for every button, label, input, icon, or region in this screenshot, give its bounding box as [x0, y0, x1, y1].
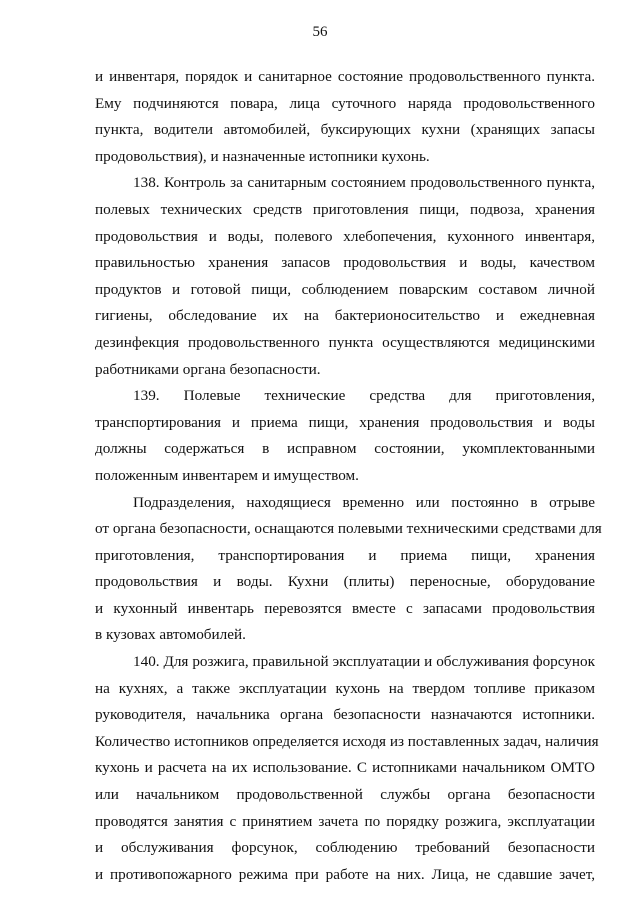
text-line: продовольствия и воды, полевого хлебопечения, кухонного инвентаря,	[95, 227, 595, 245]
text-line: 140. Для розжига, правильной эксплуатации и обслуживания форсунок	[133, 653, 595, 671]
text-line: и обслуживания форсунок, соблюдению требований безопасности	[95, 839, 595, 857]
text-line: в кузовах автомобилей.	[95, 626, 246, 644]
text-line: правильностью хранения запасов продовольствия и воды, качеством	[95, 254, 595, 272]
text-line: продовольствия и воды. Кухни (плиты) переносные, оборудование	[95, 573, 595, 591]
text-line: 138. Контроль за санитарным состоянием продовольственного пункта,	[133, 174, 595, 192]
paragraph-p0	[95, 64, 595, 170]
paragraph-p139b	[95, 490, 602, 650]
text-line: работниками органа безопасности.	[95, 360, 321, 378]
text-line: транспортирования и приема пищи, хранения продовольствия и воды	[95, 413, 595, 431]
text-line: продовольствия), и назначенные истопники кухонь.	[95, 147, 430, 165]
text-line: от органа безопасности, оснащаются полевыми техническими средствами для	[95, 520, 602, 538]
text-line: гигиены, обследование их на бактерионосительство и ежедневная	[95, 307, 595, 325]
text-line: Количество истопников определяется исходя из поставленных задач, наличия	[95, 732, 599, 750]
text-line: Ему подчиняются повара, лица суточного наряда продовольственного	[95, 94, 595, 112]
text-line: полевых технических средств приготовления пищи, подвоза, хранения	[95, 200, 595, 218]
text-line: положенным инвентарем и имуществом.	[95, 466, 359, 484]
paragraph-p139	[95, 383, 595, 489]
text-line: на кухнях, а также эксплуатации кухонь на твердом топливе приказом	[95, 679, 595, 697]
text-line: и кухонный инвентарь перевозятся вместе с запасами продовольствия	[95, 599, 595, 617]
text-line: дезинфекция продовольственного пункта осуществляются медицинскими	[95, 333, 595, 351]
text-line: и инвентаря, порядок и санитарное состояние продовольственного пункта.	[95, 68, 595, 85]
text-line: 139. Полевые технические средства для приготовления,	[133, 387, 595, 405]
text-line: пункта, водители автомобилей, буксирующих кухни (хранящих запасы	[95, 121, 595, 139]
text-line: продуктов и готовой пищи, соблюдением поварским составом личной	[95, 280, 595, 298]
text-line: Подразделения, находящиеся временно или постоянно в отрыве	[133, 493, 595, 511]
text-line: приготовления, транспортирования и приема пищи, хранения	[95, 546, 595, 564]
text-line: кухонь и расчета на их использование. С истопниками начальником ОМТО	[95, 759, 595, 777]
text-line: или начальником продовольственной службы органа безопасности	[95, 786, 595, 804]
page-number: 56	[312, 24, 328, 40]
text-line: руководителя, начальника органа безопасности назначаются истопники.	[95, 706, 595, 724]
text-line: должны содержаться в исправном состоянии, укомплектованными	[95, 440, 595, 458]
document-body	[95, 64, 602, 888]
text-line: и противопожарного режима при работе на них. Лица, не сдавшие зачет,	[95, 865, 595, 883]
text-line: проводятся занятия с принятием зачета по порядку розжига, эксплуатации	[95, 812, 595, 830]
paragraph-p138	[95, 170, 595, 383]
paragraph-p140	[95, 649, 599, 888]
